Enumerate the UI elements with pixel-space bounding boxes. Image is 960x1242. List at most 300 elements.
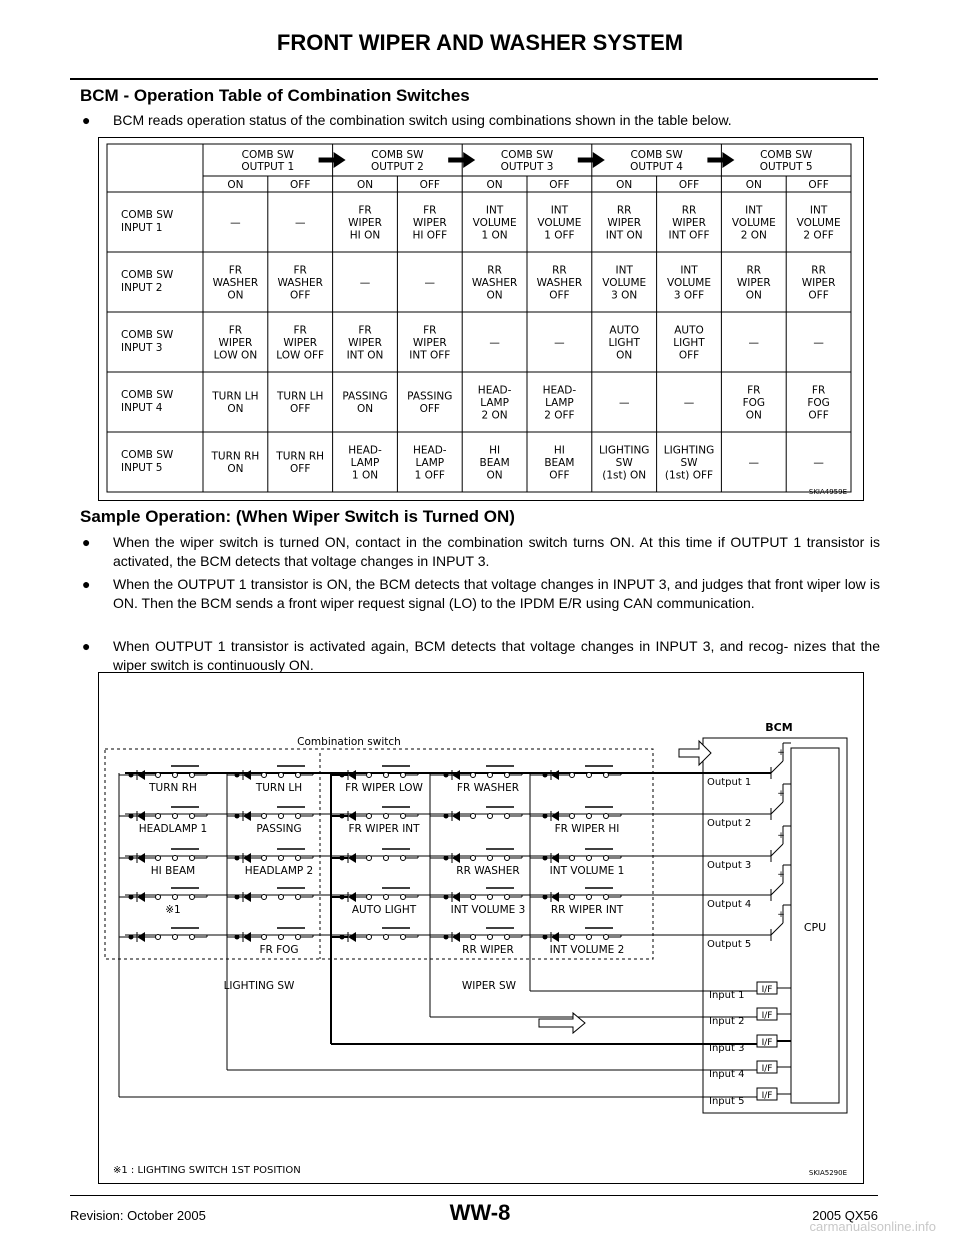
table-cell: WIPER [412, 216, 447, 229]
diode [452, 853, 460, 863]
table-cell: (1st) ON [602, 469, 647, 482]
input-row-label: COMB SW [121, 329, 174, 341]
table-cell: LIGHT [673, 336, 705, 349]
table-cell: INT [485, 204, 504, 217]
transistor [771, 802, 783, 814]
table-cell: INT [745, 204, 763, 217]
contact [471, 773, 476, 778]
signal-arrow [539, 1013, 585, 1033]
table-cell: VOLUME [472, 216, 517, 229]
table-cell: — [554, 336, 565, 349]
plus-sign: + [777, 870, 785, 880]
contact [279, 856, 284, 861]
table-cell: 2 ON [481, 409, 508, 422]
table-cell: RR [552, 264, 567, 277]
switch-label: HEADLAMP 2 [244, 865, 314, 877]
diode [137, 770, 145, 780]
table-cell: INT [680, 264, 698, 277]
table-cell: WIPER [607, 216, 642, 229]
on-label: ON [486, 179, 503, 191]
on-label: ON [616, 179, 633, 191]
table-cell: RR [681, 204, 697, 217]
output-header: COMB SW [241, 148, 294, 161]
switch-label: FR FOG [259, 944, 299, 956]
transistor [771, 844, 783, 856]
table-cell: — [748, 456, 760, 469]
on-label: ON [745, 179, 762, 191]
table-cell: LIGHTING [598, 444, 650, 457]
bullet-sample-2 [80, 575, 880, 613]
table-cell: OFF [808, 289, 829, 302]
contact [173, 856, 178, 861]
contact [190, 895, 195, 900]
plus-sign: + [777, 789, 785, 799]
operation-table-figure [98, 137, 864, 501]
contact [384, 856, 389, 861]
contact [367, 895, 372, 900]
table-cell: AUTO [609, 324, 639, 337]
table-cell: HEAD- [413, 444, 447, 457]
contact [190, 856, 195, 861]
contact [173, 935, 178, 940]
if-label: I/F [761, 985, 773, 995]
off-label: OFF [808, 179, 829, 191]
diode [348, 932, 356, 942]
bullet-text: When the OUTPUT 1 transistor is ON, the BCM detects that voltage changes in INPUT 3, and judges that front wiper low is ON. Then the BCM sends a front wiper request signal (LO) to the IPDM E/R using CAN communication. [113, 576, 880, 611]
table-cell: — [813, 456, 824, 469]
contact [604, 856, 609, 861]
table-cell: FOG [807, 396, 830, 409]
input-row-label: COMB SW [121, 389, 174, 401]
table-cell: WIPER [218, 336, 253, 349]
table-cell: INT OFF [668, 229, 710, 242]
table-cell: — [748, 336, 760, 349]
table-cell: WASHER [212, 276, 259, 289]
if-label: I/F [761, 1038, 773, 1048]
diode [243, 811, 251, 821]
table-cell: VOLUME [731, 216, 776, 229]
contact [296, 814, 301, 819]
table-cell: OFF [549, 289, 570, 302]
table-cell: PASSING [342, 390, 388, 403]
watermark: carmanualsonline.info [809, 1219, 936, 1234]
table-cell: WIPER [348, 336, 382, 349]
bullet-text: When OUTPUT 1 transistor is activated again, BCM detects that voltage changes in INPUT 3, and recog- nizes that the wiper switch is continuously ON. [113, 638, 880, 673]
bullet-mark: ● [82, 534, 91, 550]
table-cell: RR [487, 264, 502, 277]
bullet-text: BCM reads operation status of the combination switch using combinations shown in the table below. [113, 112, 732, 128]
footer-revision: Revision: October 2005 [70, 1208, 206, 1223]
input-label: Input 1 [709, 990, 745, 1001]
switch-label: INT VOLUME 1 [549, 865, 625, 877]
input-label: Input 5 [709, 1096, 745, 1107]
contact [471, 856, 476, 861]
diode [452, 770, 460, 780]
table-cell: WASHER [277, 276, 323, 289]
contact [570, 814, 575, 819]
table-cell: BEAM [544, 456, 575, 469]
table-border [107, 144, 851, 492]
on-label: ON [356, 179, 374, 191]
section-title-operation-table: BCM - Operation Table of Combination Switches [80, 86, 470, 105]
diode [137, 853, 145, 863]
contact [505, 856, 510, 861]
contact [471, 935, 476, 940]
table-cell: 1 OFF [544, 229, 575, 242]
contact [488, 935, 493, 940]
operation-table [99, 138, 863, 500]
circuit-diagram-figure [98, 672, 864, 1184]
contact [505, 895, 510, 900]
table-cell: OFF [419, 403, 440, 416]
diode [243, 932, 251, 942]
table-cell: INT [550, 204, 569, 217]
switch-label: ※1 [165, 904, 181, 916]
table-cell: SW [615, 456, 633, 469]
table-cell: HI OFF [412, 229, 448, 242]
diode [137, 811, 145, 821]
switch-label: FR WIPER HI [554, 823, 620, 835]
switch-label: HI BEAM [150, 865, 196, 877]
table-cell: 2 OFF [544, 409, 575, 422]
table-cell: OFF [808, 409, 829, 422]
contact [156, 895, 161, 900]
table-cell: LOW OFF [276, 349, 325, 362]
contact [156, 814, 161, 819]
output-label: Output 1 [707, 777, 752, 788]
contact [604, 935, 609, 940]
footer-model: 2005 QX56 [812, 1208, 878, 1223]
table-cell: LAMP [545, 396, 574, 409]
table-cell: HEAD- [542, 384, 577, 397]
lighting-sw-label: LIGHTING SW [223, 980, 295, 992]
contact [190, 935, 195, 940]
table-cell: BEAM [479, 456, 510, 469]
contact [279, 935, 284, 940]
switch-label: AUTO LIGHT [351, 904, 417, 916]
contact [587, 856, 592, 861]
table-cell: INT OFF [409, 349, 451, 362]
contact [173, 814, 178, 819]
contact [587, 935, 592, 940]
bullet-sample-3 [80, 637, 880, 675]
switch-label: TURN LH [255, 782, 303, 794]
bullet-mark: ● [82, 576, 91, 592]
output-label: Output 5 [707, 939, 752, 950]
input-label: Input 4 [709, 1069, 745, 1080]
diode [243, 770, 251, 780]
bullet-mark: ● [82, 638, 91, 654]
input-row-label: COMB SW [121, 209, 174, 221]
contact [505, 814, 510, 819]
contact [570, 935, 575, 940]
output-header: COMB SW [500, 148, 554, 161]
table-cell: FR [423, 324, 437, 337]
contact [296, 895, 301, 900]
contact [401, 895, 406, 900]
if-label: I/F [761, 1064, 773, 1074]
table-cell: WIPER [801, 276, 836, 289]
table-cell: FR [293, 324, 307, 337]
contact [587, 895, 592, 900]
diode [348, 892, 356, 902]
input-row-label: INPUT 2 [121, 282, 163, 294]
table-cell: TURN RH [211, 450, 260, 463]
contact [401, 935, 406, 940]
table-cell: WIPER [283, 336, 318, 349]
table-cell: VOLUME [667, 276, 711, 289]
table-cell: — [424, 276, 436, 289]
contact [384, 814, 389, 819]
table-cell: ON [227, 289, 244, 302]
table-cell: OFF [290, 403, 311, 416]
section-title-sample-operation: Sample Operation: (When Wiper Switch is Turned ON) [80, 507, 515, 526]
switch-label: TURN RH [149, 782, 197, 794]
table-cell: LAMP [480, 396, 509, 409]
transistor [771, 761, 783, 773]
output-header: COMB SW [630, 148, 683, 161]
output-header: COMB SW [760, 148, 813, 161]
diode [551, 853, 559, 863]
table-cell: — [230, 216, 241, 229]
off-label: OFF [678, 179, 700, 191]
table-cell: 3 OFF [673, 289, 705, 302]
diode [243, 892, 251, 902]
footer-rule [70, 1195, 878, 1196]
cpu-label: CPU [803, 921, 827, 934]
table-cell: FR [228, 324, 243, 337]
contact [384, 935, 389, 940]
table-cell: FR [423, 204, 437, 217]
table-cell: INT ON [346, 349, 384, 362]
output-header: OUTPUT 2 [370, 160, 424, 173]
contact [262, 935, 267, 940]
on-label: ON [227, 179, 244, 191]
contact [296, 773, 301, 778]
output-header: COMB SW [371, 148, 424, 161]
combination-switch-label: Combination switch [297, 736, 401, 748]
table-cell: FR [811, 384, 826, 397]
output-header: OUTPUT 4 [630, 160, 684, 173]
diode [551, 770, 559, 780]
table-cell: AUTO [674, 324, 704, 337]
contact [262, 773, 267, 778]
table-cell: LAMP [350, 456, 380, 469]
table-cell: RR [616, 204, 632, 217]
contact [488, 895, 493, 900]
contact [367, 856, 372, 861]
contact [296, 935, 301, 940]
contact [367, 814, 372, 819]
table-cell: ON [227, 463, 244, 476]
contact [570, 895, 575, 900]
table-cell: VOLUME [796, 216, 841, 229]
circuit-diagram [99, 673, 863, 1183]
table-cell: OFF [549, 469, 570, 482]
table-cell: SW [680, 456, 698, 469]
bullet-bcm-reads [80, 111, 880, 130]
switch-label: RR WASHER [456, 865, 520, 877]
contact [384, 895, 389, 900]
table-cell: — [813, 336, 824, 349]
table-cell: FR [228, 264, 243, 277]
table-cell: — [294, 216, 306, 229]
diode [452, 892, 460, 902]
table-cell: LOW ON [213, 349, 258, 362]
table-cell: OFF [678, 349, 700, 362]
page-title: FRONT WIPER AND WASHER SYSTEM [276, 30, 684, 55]
table-cell: WIPER [348, 216, 382, 229]
off-label: OFF [549, 179, 570, 191]
if-label: I/F [761, 1011, 773, 1021]
table-cell: HEAD- [348, 444, 382, 457]
switch-label: FR WASHER [456, 782, 520, 794]
switch-label: HEADLAMP 1 [138, 823, 208, 835]
diode [452, 932, 460, 942]
table-cell: HEAD- [477, 384, 512, 397]
contact [471, 814, 476, 819]
table-cell: 1 ON [481, 229, 508, 242]
switch-label: PASSING [256, 823, 302, 835]
signal-arrow [679, 741, 711, 765]
contact [587, 773, 592, 778]
contact [488, 814, 493, 819]
contact [505, 935, 510, 940]
table-cell: ON [227, 403, 244, 416]
switch-label: INT VOLUME 3 [450, 904, 526, 916]
switch-label: RR WIPER INT [550, 904, 624, 916]
contact [604, 814, 609, 819]
diode [137, 932, 145, 942]
table-cell: ON [486, 469, 503, 482]
contact [384, 773, 389, 778]
contact [262, 895, 267, 900]
contact [173, 773, 178, 778]
table-cell: RR [746, 264, 762, 277]
switch-label: RR WIPER [462, 944, 514, 956]
output-label: Output 2 [707, 818, 752, 829]
input-row-label: INPUT 5 [121, 462, 163, 474]
figure-id: SKIA4959E [808, 488, 847, 496]
contact [488, 856, 493, 861]
contact [279, 773, 284, 778]
contact [401, 814, 406, 819]
off-label: OFF [419, 179, 440, 191]
table-cell: WIPER [672, 216, 706, 229]
header-rule [70, 78, 878, 80]
if-label: I/F [761, 1091, 773, 1101]
table-cell: FR [358, 204, 372, 217]
input-row-label: INPUT 1 [121, 222, 163, 234]
table-cell: INT [809, 204, 828, 217]
contact [367, 935, 372, 940]
diode [137, 892, 145, 902]
output-header: OUTPUT 1 [241, 160, 295, 173]
table-cell: LIGHT [608, 336, 640, 349]
table-cell: RR [811, 264, 826, 277]
input-row-label: INPUT 3 [121, 342, 163, 354]
table-cell: LAMP [415, 456, 445, 469]
table-cell: FR [358, 324, 372, 337]
wiper-sw-label: WIPER SW [461, 980, 517, 992]
output-label: Output 4 [707, 899, 752, 910]
contact [156, 935, 161, 940]
bullet-sample-1 [80, 533, 880, 571]
switch-label: FR WIPER LOW [345, 782, 423, 794]
bullet-mark: ● [82, 112, 91, 128]
table-cell: 2 ON [740, 229, 767, 242]
table-cell: PASSING [407, 390, 453, 403]
table-cell: FR [747, 384, 761, 397]
table-cell: INT ON [605, 229, 643, 242]
output-header: OUTPUT 3 [500, 160, 554, 173]
contact [401, 773, 406, 778]
figure-id: SKIA5290E [808, 1169, 847, 1177]
contact [367, 773, 372, 778]
contact [279, 814, 284, 819]
input-row-label: COMB SW [121, 449, 174, 461]
contact [190, 773, 195, 778]
contact [296, 856, 301, 861]
contact [604, 773, 609, 778]
contact [505, 773, 510, 778]
table-cell: FR [293, 264, 307, 277]
table-cell: 1 OFF [414, 469, 445, 482]
table-cell: WASHER [471, 276, 518, 289]
input-label: Input 3 [709, 1043, 745, 1054]
contact [570, 856, 575, 861]
table-cell: ON [745, 289, 762, 302]
table-cell: WASHER [536, 276, 583, 289]
plus-sign: + [777, 910, 785, 920]
contact [173, 895, 178, 900]
contact [488, 773, 493, 778]
contact [262, 814, 267, 819]
contact [471, 895, 476, 900]
contact [190, 814, 195, 819]
table-cell: HI [553, 444, 565, 457]
table-cell: TURN LH [212, 390, 259, 403]
table-cell: (1st) OFF [664, 469, 714, 482]
contact [570, 773, 575, 778]
table-cell: 1 ON [351, 469, 379, 482]
table-cell: LIGHTING [663, 444, 715, 457]
table-cell: 3 ON [611, 289, 638, 302]
table-cell: WIPER [736, 276, 771, 289]
switch-label: INT VOLUME 2 [549, 944, 625, 956]
table-cell: OFF [290, 463, 311, 476]
contact [156, 773, 161, 778]
table-cell: OFF [290, 289, 311, 302]
footnote: ※1 : LIGHTING SWITCH 1ST POSITION [113, 1165, 301, 1176]
plus-sign: + [777, 831, 785, 841]
table-cell: 2 OFF [803, 229, 834, 242]
contact [604, 895, 609, 900]
table-cell: TURN RH [276, 450, 325, 463]
diode [452, 811, 460, 821]
output-label: Output 3 [707, 860, 752, 871]
table-cell: WIPER [412, 336, 447, 349]
diode [348, 853, 356, 863]
diode [551, 892, 559, 902]
input-row-label: INPUT 4 [121, 402, 163, 414]
diode [348, 770, 356, 780]
table-cell: VOLUME [537, 216, 582, 229]
table-cell: HI ON [349, 229, 381, 242]
contact [401, 856, 406, 861]
diode [551, 932, 559, 942]
diode [243, 853, 251, 863]
